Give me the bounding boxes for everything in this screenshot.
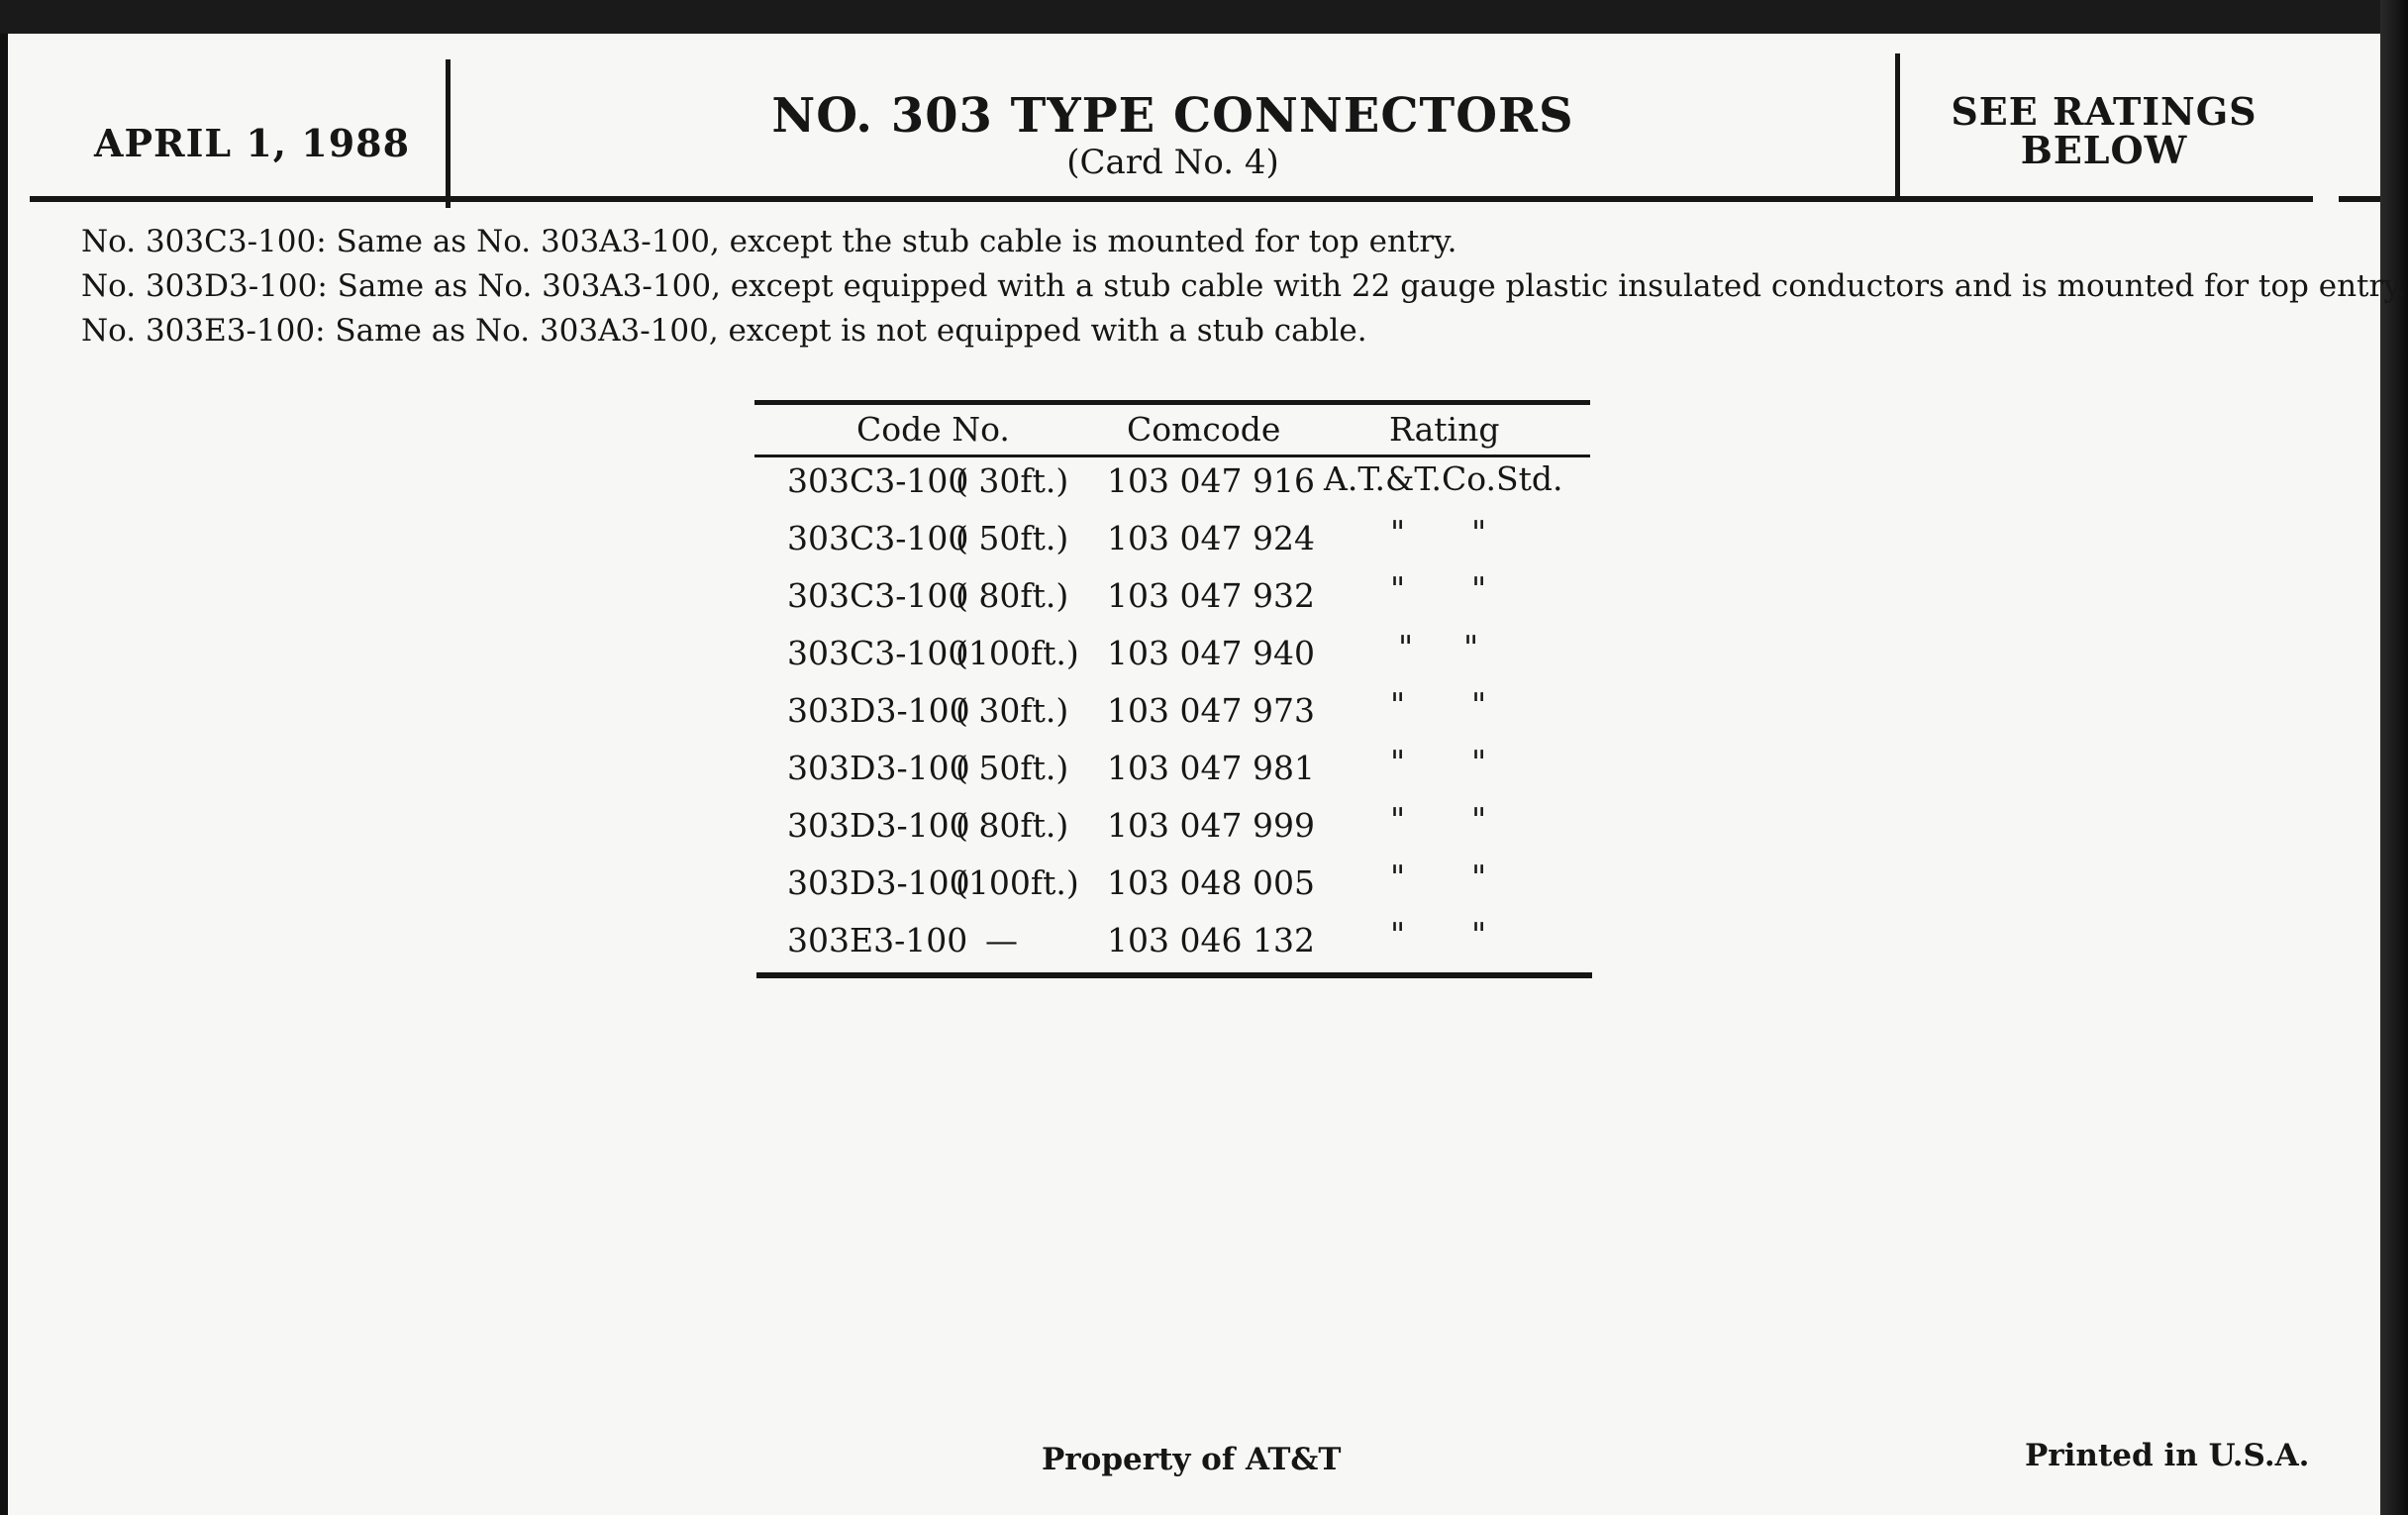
header-divider-right bbox=[1895, 53, 1900, 200]
cell-ditto: " bbox=[1390, 569, 1406, 608]
cell-ditto: " bbox=[1390, 800, 1406, 839]
table-row bbox=[787, 806, 1069, 845]
note-303e3: No. 303E3-100: Same as No. 303A3-100, except is not equipped with a stub cable. bbox=[81, 313, 1367, 349]
table-rule-bottom bbox=[756, 972, 1592, 978]
notes bbox=[81, 220, 2407, 354]
cell-ditto: " bbox=[1471, 743, 1487, 781]
table-rule-header bbox=[754, 454, 1590, 457]
cell-code: 303D3-100 bbox=[787, 806, 970, 845]
cell-code: 303C3-100 bbox=[787, 519, 969, 557]
table-row bbox=[787, 749, 1069, 787]
cell-comcode: 103 047 916 bbox=[1107, 461, 1315, 500]
cell-ditto: " bbox=[1390, 685, 1406, 724]
cell-comcode: 103 047 932 bbox=[1107, 576, 1315, 615]
cell-ditto: " bbox=[1471, 569, 1487, 608]
table-row bbox=[787, 519, 1069, 557]
cell-comcode: 103 047 924 bbox=[1107, 519, 1315, 557]
cell-comcode: 103 048 005 bbox=[1107, 863, 1315, 902]
cell-comcode: 103 046 132 bbox=[1107, 921, 1315, 960]
header-ratings-line-2: BELOW bbox=[2020, 127, 2188, 172]
cell-ditto: " bbox=[1471, 513, 1487, 552]
cell-comcode: 103 047 981 bbox=[1107, 749, 1315, 787]
table-row bbox=[787, 921, 1018, 960]
cell-ditto: " bbox=[1390, 513, 1406, 552]
cell-comcode: 103 047 973 bbox=[1107, 691, 1315, 730]
cell-length: ( 80ft.) bbox=[955, 806, 1069, 845]
cell-ditto: " bbox=[1463, 628, 1479, 666]
note-303d3: No. 303D3-100: Same as No. 303A3-100, except equipped with a stub cable with 22 gauge plastic insulated conductors and is mounted for top entry. bbox=[81, 268, 2407, 304]
cell-ditto: " bbox=[1398, 628, 1414, 666]
page-subtitle: (Card No. 4) bbox=[1066, 143, 1279, 182]
cell-code: 303D3-100 bbox=[787, 691, 970, 730]
cell-code: 303C3-100 bbox=[787, 461, 969, 500]
cell-length: ( 50ft.) bbox=[955, 749, 1069, 787]
header-ratings bbox=[1901, 89, 2307, 172]
table-row bbox=[787, 863, 1079, 902]
cell-length: ( 30ft.) bbox=[955, 691, 1069, 730]
cell-comcode: 103 047 999 bbox=[1107, 806, 1315, 845]
cell-ditto: " bbox=[1471, 915, 1487, 954]
table-row bbox=[787, 461, 1069, 500]
cell-length: — bbox=[985, 921, 1018, 960]
table-header-code: Code No. bbox=[856, 410, 1010, 449]
table-row bbox=[787, 691, 1069, 730]
cell-code: 303C3-100 bbox=[787, 634, 969, 672]
cell-code: 303D3-100 bbox=[787, 863, 970, 902]
header-ratings-line-1: SEE RATINGS bbox=[1951, 89, 2258, 134]
cell-code: 303E3-100 bbox=[787, 921, 968, 960]
table-rule-top bbox=[754, 400, 1590, 405]
note-303c3: No. 303C3-100: Same as No. 303A3-100, except the stub cable is mounted for top entry. bbox=[81, 224, 1457, 259]
cell-ditto: " bbox=[1471, 858, 1487, 896]
footer-property: Property of AT&T bbox=[1042, 1442, 1342, 1477]
cell-ditto: " bbox=[1390, 858, 1406, 896]
table-header-rating: Rating bbox=[1389, 410, 1500, 449]
cell-ditto: " bbox=[1390, 743, 1406, 781]
cell-comcode: 103 047 940 bbox=[1107, 634, 1315, 672]
scan-border-top bbox=[0, 0, 2408, 34]
table-row bbox=[787, 634, 1079, 672]
cell-code: 303D3-100 bbox=[787, 749, 970, 787]
table-header-comcode: Comcode bbox=[1127, 410, 1281, 449]
header-date: APRIL 1, 1988 bbox=[94, 121, 411, 165]
page-title: NO. 303 TYPE CONNECTORS bbox=[771, 88, 1574, 144]
cell-rating: A.T.&T.Co.Std. bbox=[1324, 459, 1563, 498]
cell-code: 303C3-100 bbox=[787, 576, 969, 615]
cell-ditto: " bbox=[1390, 915, 1406, 954]
cell-ditto: " bbox=[1471, 800, 1487, 839]
footer-printed: Printed in U.S.A. bbox=[2025, 1438, 2310, 1473]
cell-length: ( 50ft.) bbox=[955, 519, 1069, 557]
cell-length: ( 30ft.) bbox=[955, 461, 1069, 500]
cell-ditto: " bbox=[1471, 685, 1487, 724]
cell-length: (100ft.) bbox=[955, 863, 1079, 902]
table-row bbox=[787, 576, 1069, 615]
cell-length: (100ft.) bbox=[955, 634, 1079, 672]
cell-length: ( 80ft.) bbox=[955, 576, 1069, 615]
header-rule bbox=[30, 196, 2313, 202]
header-rule-tail bbox=[2339, 196, 2380, 202]
